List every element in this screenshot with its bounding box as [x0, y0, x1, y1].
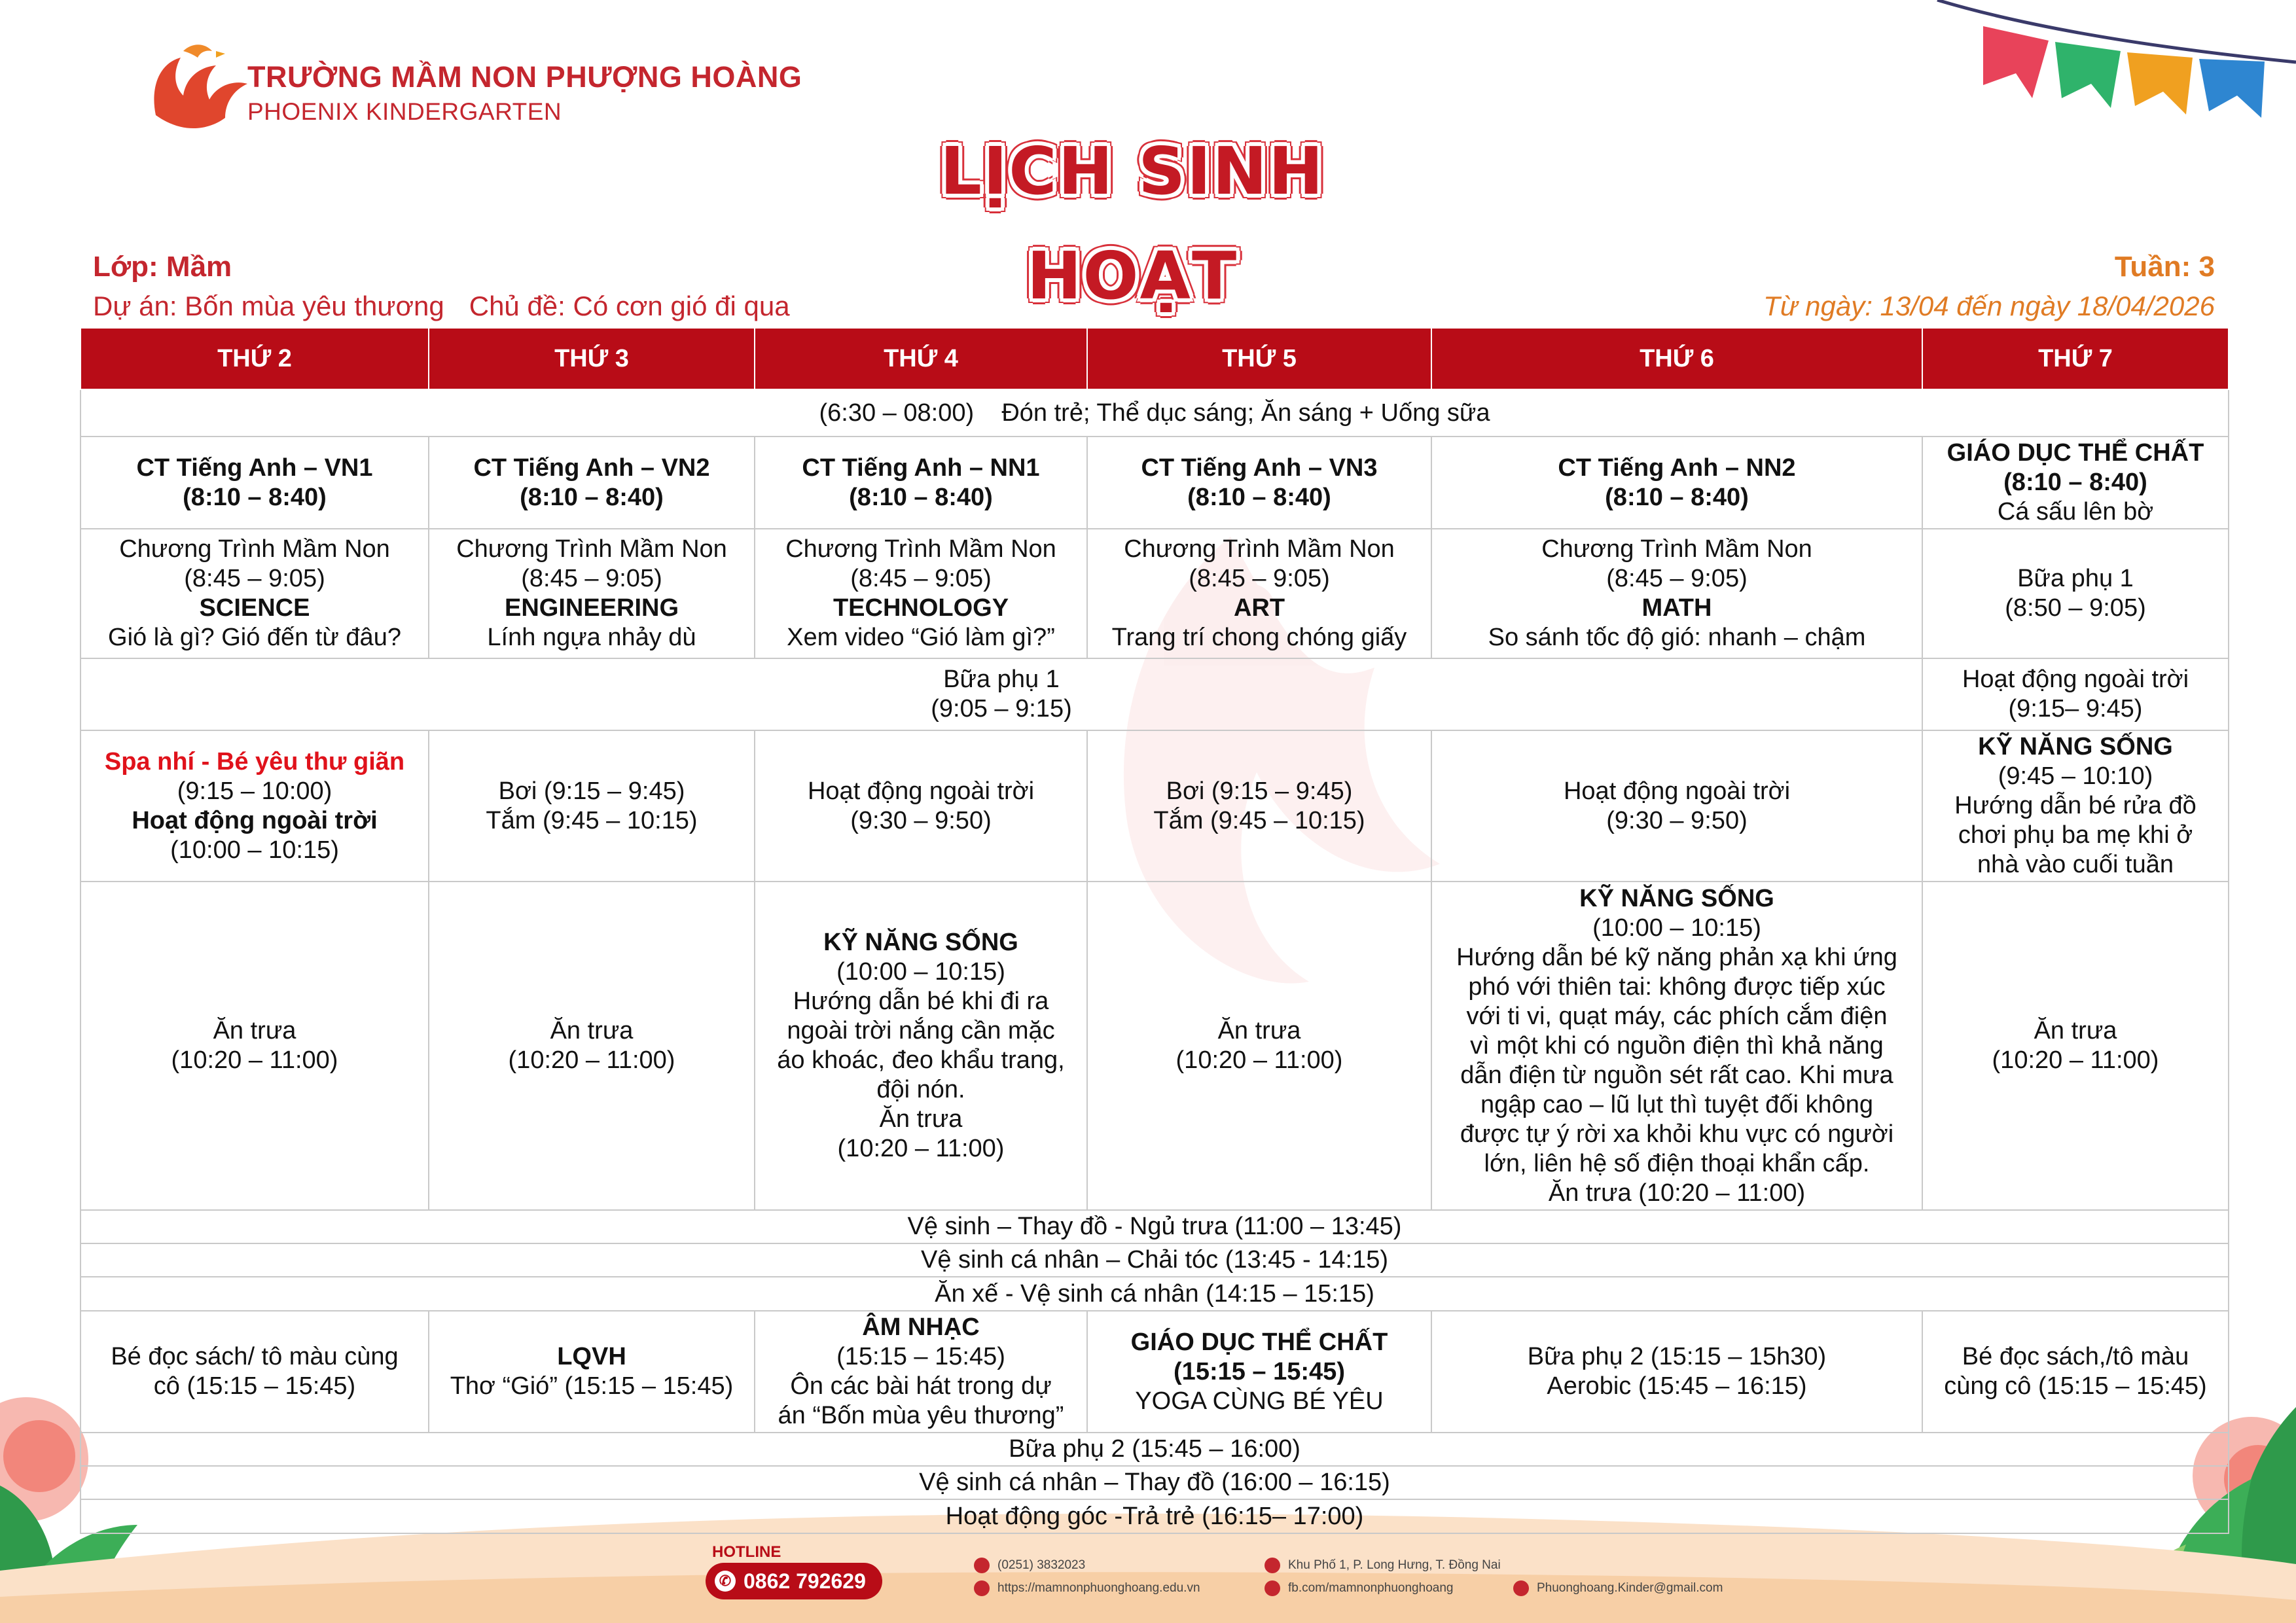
snack2-cell: Bữa phụ 2 (15:45 – 16:00)	[81, 1433, 2229, 1466]
table-row	[81, 1466, 2229, 1499]
outdoor-cell-wed: Hoạt động ngoài trời (9:30 – 9:50)	[755, 730, 1087, 882]
day-header: THỨ 3	[429, 328, 755, 389]
english-cell-mon: CT Tiếng Anh – VN1 (8:10 – 8:40)	[81, 437, 429, 529]
table-row	[81, 389, 2229, 437]
table-row	[81, 437, 2229, 529]
footer-address: Khu Phố 1, P. Long Hưng, T. Đồng Nai	[1288, 1558, 1501, 1572]
change-clothes-cell: Vệ sinh cá nhân – Thay đồ (16:00 – 16:15)	[81, 1466, 2229, 1499]
schedule-table	[80, 327, 2229, 1534]
day-header: THỨ 5	[1087, 328, 1431, 389]
location-icon	[1265, 1558, 1280, 1573]
email-icon	[1513, 1580, 1529, 1596]
lunch-cell-mon: Ăn trưa (10:20 – 11:00)	[81, 882, 429, 1210]
snack-cell-sat: Bữa phụ 1 (8:50 – 9:05)	[1922, 529, 2229, 658]
phone-icon: ✆	[715, 1571, 736, 1592]
nap-cell: Vệ sinh – Thay đồ - Ngủ trưa (11:00 – 13:45)	[81, 1210, 2229, 1243]
program-cell-wed: Chương Trình Mầm Non (8:45 – 9:05) TECHNOLOGY Xem video “Gió làm gì?”	[755, 529, 1087, 658]
footer-tel: (0251) 3832023	[997, 1558, 1086, 1572]
reading-cell-sat: Bé đọc sách,/tô màu cùng cô (15:15 – 15:45)	[1922, 1311, 2229, 1433]
project-label: Dự án: Bốn mùa yêu thương	[93, 291, 444, 321]
bunting-flags-decoration	[1937, 0, 2296, 118]
aerobic-cell-fri: Bữa phụ 2 (15:15 – 15h30) Aerobic (15:45 – 16:15)	[1431, 1311, 1922, 1433]
literature-cell-tue: LQVH Thơ “Gió” (15:15 – 15:45)	[429, 1311, 755, 1433]
outdoor-cell-fri: Hoạt động ngoài trời (9:30 – 9:50)	[1431, 730, 1922, 882]
program-cell-mon: Chương Trình Mầm Non (8:45 – 9:05) SCIENCE Gió là gì? Gió đến từ đâu?	[81, 529, 429, 658]
table-row	[81, 882, 2229, 1210]
swim-cell-tue: Bơi (9:15 – 9:45) Tắm (9:45 – 10:15)	[429, 730, 755, 882]
spa-cell-mon: Spa nhí - Bé yêu thư giãn (9:15 – 10:00) Hoạt động ngoài trời (10:00 – 10:15)	[81, 730, 429, 882]
table-row	[81, 730, 2229, 882]
lunch-cell-thu: Ăn trưa (10:20 – 11:00)	[1087, 882, 1431, 1210]
snack-cell-weekday: Bữa phụ 1 (9:05 – 9:15)	[81, 658, 1922, 730]
reading-cell-mon: Bé đọc sách/ tô màu cùng cô (15:15 – 15:45)	[81, 1311, 429, 1433]
class-label: Lớp: Mầm	[93, 251, 232, 283]
outdoor-cell-sat: Hoạt động ngoài trời (9:15– 9:45)	[1922, 658, 2229, 730]
hygiene-cell: Vệ sinh cá nhân – Chải tóc (13:45 - 14:15)	[81, 1243, 2229, 1277]
lifeskill-cell-wed: KỸ NĂNG SỐNG (10:00 – 10:15) Hướng dẫn bé khi đi ra ngoài trời nắng cần mặc áo khoác, đeo khẩu trang, đội nón. Ăn trưa (10:20 – 11:00)	[755, 882, 1087, 1210]
hotline-label: HOTLINE	[712, 1543, 781, 1561]
week-label: Tuần: 3	[2114, 251, 2215, 283]
theme-label: Chủ đề: Có cơn gió đi qua	[469, 291, 790, 321]
school-name-english: PHOENIX KINDERGARTEN	[247, 98, 562, 125]
arrival-cell: (6:30 – 08:00) Đón trẻ; Thể dục sáng; Ăn sáng + Uống sữa	[81, 389, 2229, 437]
program-cell-tue: Chương Trình Mầm Non (8:45 – 9:05) ENGINEERING Lính ngựa nhảy dù	[429, 529, 755, 658]
swim-cell-thu: Bơi (9:15 – 9:45) Tắm (9:45 – 10:15)	[1087, 730, 1431, 882]
afternoon-snack-cell: Ăn xế - Vệ sinh cá nhân (14:15 – 15:15)	[81, 1277, 2229, 1311]
pe-cell-thu: GIÁO DỤC THỂ CHẤT (15:15 – 15:45) YOGA CÙNG BÉ YÊU	[1087, 1311, 1431, 1433]
music-cell-wed: ÂM NHẠC (15:15 – 15:45) Ôn các bài hát trong dự án “Bốn mùa yêu thương”	[755, 1311, 1087, 1433]
pickup-cell: Hoạt động góc -Trả trẻ (16:15– 17:00)	[81, 1499, 2229, 1533]
table-row	[81, 1311, 2229, 1433]
table-row	[81, 1243, 2229, 1277]
page-title	[857, 119, 1407, 314]
lunch-cell-sat: Ăn trưa (10:20 – 11:00)	[1922, 882, 2229, 1210]
day-header: THỨ 6	[1431, 328, 1922, 389]
day-header: THỨ 2	[81, 328, 429, 389]
english-cell-tue: CT Tiếng Anh – VN2 (8:10 – 8:40)	[429, 437, 755, 529]
table-row	[81, 1277, 2229, 1311]
pe-cell-sat: GIÁO DỤC THỂ CHẤT (8:10 – 8:40) Cá sấu lên bờ	[1922, 437, 2229, 529]
project-theme-line	[93, 291, 815, 322]
footer-facebook[interactable]: fb.com/mamnonphuonghoang	[1288, 1581, 1454, 1595]
lifeskill-cell-fri: KỸ NĂNG SỐNG (10:00 – 10:15) Hướng dẫn bé kỹ năng phản xạ khi ứng phó với thiên tai: không được tiếp xúc với ti vi, quạt máy, các phích cắm điện vì một khi có nguồn điện thì khả năng dẫn điện từ nguồn sét rất cao. Khi mưa ngập cao – lũ lụt thì tuyệt đối không được tự ý rời xa khỏi khu vực có người lớn, liên hệ số điện thoại khẩn cấp. Ăn trưa (10:20 – 11:00)	[1431, 882, 1922, 1210]
footer-email[interactable]: Phuonghoang.Kinder@gmail.com	[1537, 1581, 1723, 1595]
footer-website[interactable]: https://mamnonphuonghoang.edu.vn	[997, 1581, 1200, 1595]
page-title-text: LỊCH SINH HOẠT	[940, 133, 1325, 314]
lunch-cell-tue: Ăn trưa (10:20 – 11:00)	[429, 882, 755, 1210]
hotline-number: 0862 792629	[744, 1569, 866, 1593]
globe-icon	[974, 1580, 990, 1596]
english-cell-fri: CT Tiếng Anh – NN2 (8:10 – 8:40)	[1431, 437, 1922, 529]
english-cell-thu: CT Tiếng Anh – VN3 (8:10 – 8:40)	[1087, 437, 1431, 529]
lifeskill-cell-sat: KỸ NĂNG SỐNG (9:45 – 10:10) Hướng dẫn bé rửa đồ chơi phụ ba mẹ khi ở nhà vào cuối tuần	[1922, 730, 2229, 882]
day-header-row	[81, 328, 2229, 389]
phone-icon	[974, 1558, 990, 1573]
day-header: THỨ 7	[1922, 328, 2229, 389]
table-row	[81, 529, 2229, 658]
date-range-label: Từ ngày: 13/04 đến ngày 18/04/2026	[1763, 291, 2215, 321]
english-cell-wed: CT Tiếng Anh – NN1 (8:10 – 8:40)	[755, 437, 1087, 529]
table-row	[81, 1210, 2229, 1243]
school-name: TRƯỜNG MẦM NON PHƯỢNG HOÀNG	[247, 60, 802, 94]
day-header: THỨ 4	[755, 328, 1087, 389]
table-row	[81, 1433, 2229, 1466]
hotline-button[interactable]	[706, 1563, 882, 1599]
program-cell-thu: Chương Trình Mầm Non (8:45 – 9:05) ART Trang trí chong chóng giấy	[1087, 529, 1431, 658]
program-cell-fri: Chương Trình Mầm Non (8:45 – 9:05) MATH So sánh tốc độ gió: nhanh – chậm	[1431, 529, 1922, 658]
table-row	[81, 1499, 2229, 1533]
table-row	[81, 658, 2229, 730]
facebook-icon	[1265, 1580, 1280, 1596]
